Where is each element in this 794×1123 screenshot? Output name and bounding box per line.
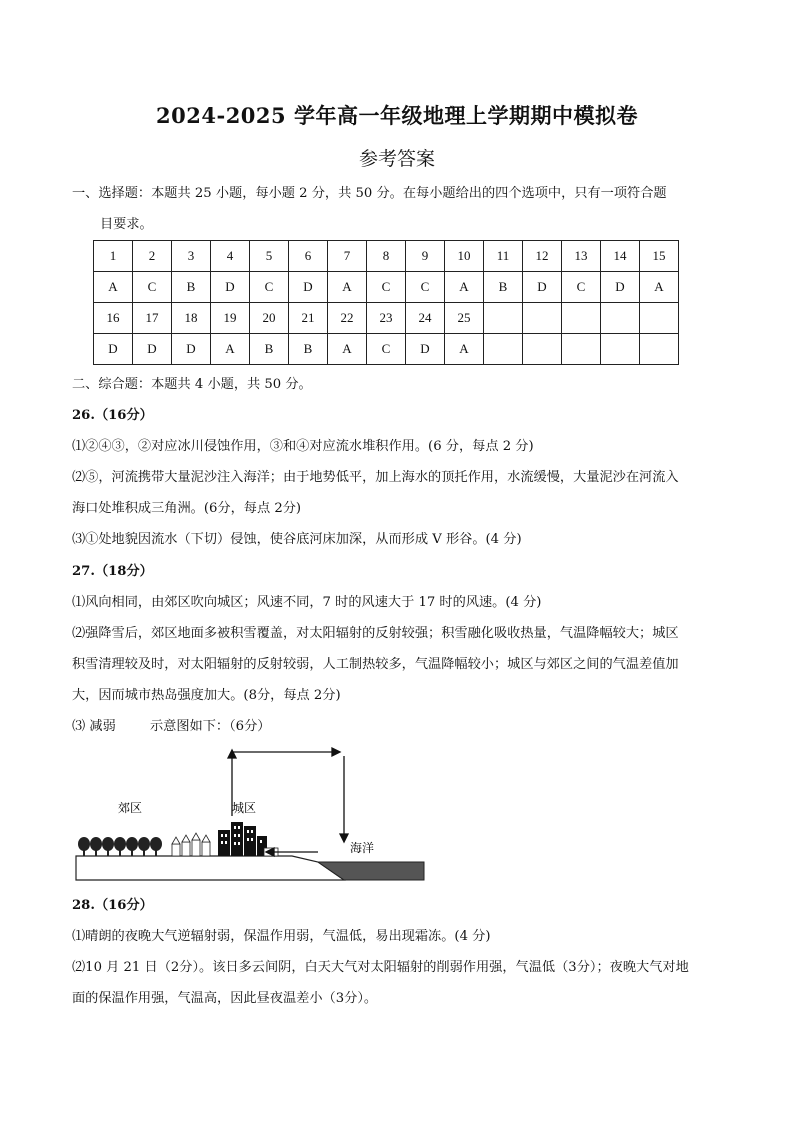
tree-icon: [78, 837, 90, 856]
table-cell: 22: [328, 303, 367, 334]
tree-icon: [126, 837, 138, 856]
table-row-answers-2: [94, 334, 679, 365]
table-cell: 17: [133, 303, 172, 334]
table-cell: D: [94, 334, 133, 365]
q27-answer-2-line1: ⑵强降雪后，郊区地面多被积雪覆盖，对太阳辐射的反射较强；积雪融化吸收热量，气温降幅较大；城区: [72, 626, 679, 641]
table-cell: 2: [133, 241, 172, 272]
table-cell: D: [211, 272, 250, 303]
q27-answer-3: [72, 711, 732, 742]
city-buildings: [218, 822, 267, 856]
q26-answer-1: ⑴②④③，②对应冰川侵蚀作用，③和④对应流水堆积作用。(6 分，每点 2 分): [72, 439, 534, 454]
table-cell: [601, 303, 640, 334]
table-cell: 12: [523, 241, 562, 272]
table-cell: 18: [172, 303, 211, 334]
table-cell: [640, 334, 679, 365]
table-cell: D: [172, 334, 211, 365]
table-cell: D: [601, 272, 640, 303]
suburb-houses: [172, 833, 210, 856]
ocean-label: 海洋: [350, 841, 375, 855]
q26-answer-3: ⑶①处地貌因流水（下切）侵蚀，使谷底河床加深，从而形成 V 形谷。(4 分): [72, 532, 522, 547]
answer-table: [93, 240, 679, 365]
building-icon: [218, 830, 230, 856]
q27-heading: 27.（18分）: [72, 564, 153, 579]
q28-answer-1: ⑴晴朗的夜晚大气逆辐射弱，保温作用弱，气温低，易出现霜冻。(4 分): [72, 929, 491, 944]
question-28: [72, 890, 732, 1014]
table-cell: 24: [406, 303, 445, 334]
down-arrowhead: [340, 834, 348, 842]
question-26: [72, 400, 732, 555]
table-cell: D: [289, 272, 328, 303]
q27-answer-2-line3: 大，因而城市热岛强度加大。(8分，每点 2分): [72, 688, 341, 703]
city-label: 城区: [232, 801, 257, 815]
table-cell: [523, 334, 562, 365]
table-cell: 16: [94, 303, 133, 334]
q27-answer-3-text: ⑶ 减弱: [72, 719, 116, 734]
question-27: [72, 556, 732, 742]
table-cell: 14: [601, 241, 640, 272]
table-cell: [640, 303, 679, 334]
q27-answer-1: ⑴风向相同，由郊区吹向城区；风速不同，7 时的风速大于 17 时的风速。(4 分): [72, 595, 542, 610]
house-icon: [192, 833, 200, 856]
table-cell: 5: [250, 241, 289, 272]
table-cell: A: [640, 272, 679, 303]
table-cell: 8: [367, 241, 406, 272]
q28-heading: 28.（16分）: [72, 898, 153, 913]
table-cell: C: [562, 272, 601, 303]
table-cell: 6: [289, 241, 328, 272]
tree-icon: [102, 837, 114, 856]
table-cell: C: [367, 334, 406, 365]
tree-icon: [150, 837, 162, 856]
house-icon: [202, 835, 210, 856]
q28-answer-2-line2: 面的保温作用强，气温高，因此昼夜温差小（3分）。: [72, 991, 378, 1006]
table-cell: 20: [250, 303, 289, 334]
tree-icon: [114, 837, 126, 856]
table-cell: [523, 303, 562, 334]
table-cell: C: [133, 272, 172, 303]
table-row-numbers-2: [94, 303, 679, 334]
table-cell: [562, 334, 601, 365]
table-cell: 4: [211, 241, 250, 272]
section2-instructions: 二、综合题：本题共 4 小题，共 50 分。: [72, 377, 312, 392]
section1-line2: 目要求。: [100, 217, 153, 232]
table-cell: B: [484, 272, 523, 303]
table-cell: C: [406, 272, 445, 303]
section1-line1: 一、选择题：本题共 25 小题，每小题 2 分，共 50 分。在每小题给出的四个选项中，只有一项符合题: [72, 186, 667, 201]
building-icon: [231, 822, 243, 856]
table-cell: 7: [328, 241, 367, 272]
tree-icon: [138, 837, 150, 856]
table-cell: [484, 303, 523, 334]
table-cell: 19: [211, 303, 250, 334]
table-cell: D: [133, 334, 172, 365]
house-icon: [182, 835, 190, 856]
table-cell: C: [367, 272, 406, 303]
table-row-answers-1: [94, 272, 679, 303]
q26-heading: 26.（16分）: [72, 408, 153, 423]
table-cell: 3: [172, 241, 211, 272]
table-cell: 15: [640, 241, 679, 272]
table-cell: [484, 334, 523, 365]
table-cell: [562, 303, 601, 334]
table-cell: C: [250, 272, 289, 303]
table-cell: A: [328, 272, 367, 303]
table-cell: A: [211, 334, 250, 365]
table-cell: A: [328, 334, 367, 365]
q27-answer-3-note: 示意图如下：（6分）: [149, 719, 271, 734]
table-row-numbers-1: [94, 241, 679, 272]
page-title: 2024-2025 学年高一年级地理上学期期中模拟卷: [156, 103, 638, 128]
table-cell: D: [523, 272, 562, 303]
table-cell: 10: [445, 241, 484, 272]
tree-icon: [90, 837, 102, 856]
q26-answer-2-line2: 海口处堆积成三角洲。(6分，每点 2分): [72, 501, 302, 516]
table-cell: A: [445, 272, 484, 303]
table-cell: 21: [289, 303, 328, 334]
right-arrowhead: [332, 748, 340, 756]
q28-answer-2-line1: ⑵10 月 21 日（2分）。该日多云间阴，白天大气对太阳辐射的削弱作用强，气温低（3分）；夜晚大气对地: [72, 960, 689, 975]
heat-island-diagram: [72, 744, 432, 884]
table-cell: A: [445, 334, 484, 365]
q27-answer-2-line2: 积雪清理较及时，对太阳辐射的反射较弱，人工制热较多，气温降幅较小；城区与郊区之间的气温差值加: [72, 657, 679, 672]
table-cell: 11: [484, 241, 523, 272]
section1-instructions: [72, 178, 732, 240]
table-cell: 23: [367, 303, 406, 334]
building-icon: [244, 826, 256, 856]
table-cell: B: [289, 334, 328, 365]
table-cell: 1: [94, 241, 133, 272]
table-cell: A: [94, 272, 133, 303]
table-cell: 13: [562, 241, 601, 272]
land-surface: [76, 856, 344, 880]
up-arrowhead: [228, 750, 236, 758]
suburb-trees: [78, 837, 162, 856]
house-icon: [172, 837, 180, 856]
table-cell: 25: [445, 303, 484, 334]
q26-answer-2-line1: ⑵⑤，河流携带大量泥沙注入海洋；由于地势低平，加上海水的顶托作用，水流缓慢，大量泥沙在河流入: [72, 470, 679, 485]
suburb-label: 郊区: [118, 801, 143, 815]
table-cell: B: [250, 334, 289, 365]
table-cell: [601, 334, 640, 365]
table-cell: D: [406, 334, 445, 365]
table-cell: B: [172, 272, 211, 303]
page-subtitle: 参考答案: [358, 148, 435, 170]
table-cell: 9: [406, 241, 445, 272]
